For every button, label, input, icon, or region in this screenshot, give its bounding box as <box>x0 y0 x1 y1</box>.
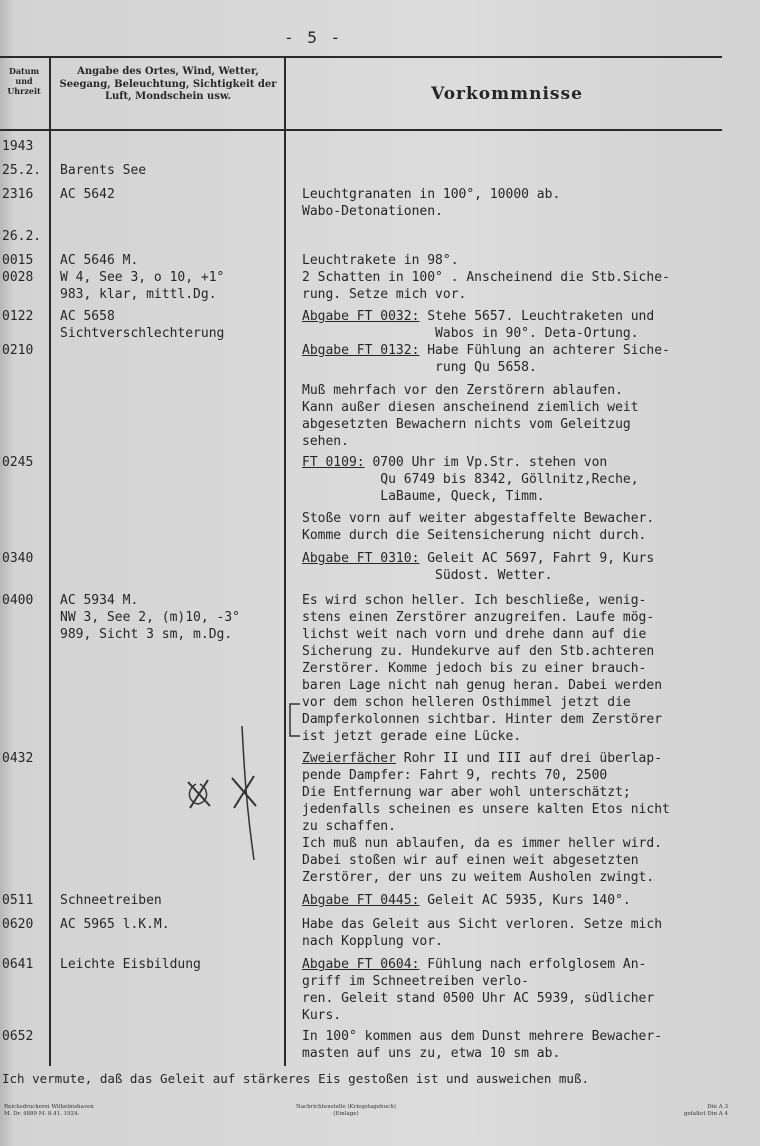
entry-event: Stoße vorn auf weiter abgestaffelte Bewacher. Komme durch die Seitensicherung nicht durch. <box>302 511 655 543</box>
entry-event: Es wird schon heller. Ich beschließe, wenig- stens einen Zerstörer anzugreifen. Laufe mög- lichst weit nach vorn und drehe dann auf die Sicherung zu. Hundekurve auf den Stb.achteren Zerstörer. Komme jedoch bis zu einer brauch- baren Lage nicht nah genug heran. Dabei werden vor dem schon helleren Osthimmel jetzt die Dampferkolonnen sichtbar. Hinter dem Zerstörer ist jetzt gerade eine Lücke. <box>302 593 663 744</box>
entry-place: AC 5965 l.K.M. <box>60 917 170 932</box>
entry-place: AC 5646 M. W 4, See 3, o 10, +1° 983, klar, mittl.Dg. <box>60 253 225 302</box>
entry-event: Leuchtgranaten in 100°, 10000 ab. Wabo-Detonationen. <box>302 187 561 219</box>
entry-label: Abgabe FT 0445: <box>302 893 420 908</box>
entry-event: Geleit AC 5697, Fahrt 9, Kurs Südost. Wetter. <box>427 551 655 583</box>
header-bottom-rule <box>0 129 722 131</box>
entry-time: 26.2. <box>2 229 42 244</box>
footer-form: Nachrichtenstelle (Kriegstagebuch) (Einlage) <box>296 1104 396 1117</box>
entry-event: In 100° kommen aus dem Dunst mehrere Bewacher- masten auf uns zu, etwa 10 sm ab. <box>302 1029 663 1061</box>
entry-time: 0620 <box>2 917 34 932</box>
footer-printer: Reichsdruckerei Wilhelmshaven M. Dr. 4889 M. 8.41. 1924. <box>4 1104 94 1117</box>
page-number: - 5 - <box>284 28 343 47</box>
entry-event-block <box>302 892 631 909</box>
column-divider-place <box>284 56 286 1066</box>
column-divider-date <box>49 56 51 1066</box>
entry-event: Habe Fühlung an achterer Siche- rung Qu 5658. <box>427 343 670 375</box>
entry-time: 25.2. <box>2 163 42 178</box>
entry-time: 1943 <box>2 139 34 154</box>
entry-place: Leichte Eisbildung <box>60 957 201 972</box>
entry-time: 0652 <box>2 1029 34 1044</box>
entry-label: Zweierfächer <box>302 751 396 766</box>
entry-event: Geleit AC 5935, Kurs 140°. <box>419 893 631 908</box>
entry-place: AC 5642 <box>60 187 115 202</box>
entry-place: AC 5934 M. NW 3, See 2, (m)10, -3° 989, Sicht 3 sm, m.Dg. <box>60 593 241 642</box>
entry-time: 0122 <box>2 309 34 324</box>
entry-event-block <box>302 454 639 505</box>
entry-place: Barents See <box>60 163 147 178</box>
entry-time: 0432 <box>2 751 34 766</box>
header-place: Angabe des Ortes, Wind, Wetter, Seegang, Beleuchtung, Sichtigkeit der Luft, Mondschein usw. <box>59 66 277 102</box>
entry-event: Rohr II und III auf drei überlap- pende Dampfer: Fahrt 9, rechts 70, 2500 Die Entfernung war aber wohl unterschätzt; jedenfalls scheinen es unsere kalten Etos nicht zu schaffen. Ich muß nun ablaufen, da es immer heller wird. Dabei stoßen wir auf einen weit abgesetzten Zerstörer, der uns zu weitem Ausholen zwingt. <box>302 751 670 885</box>
entry-event-block <box>302 342 670 376</box>
entry-event: Fühlung nach erfolglosem An- griff im Schneetreiben verlo- ren. Geleit stand 0500 Uhr AC 5939, südlicher Kurs. <box>302 957 655 1023</box>
entry-event: Muß mehrfach vor den Zerstörern ablaufen. Kann außer diesen anscheinend ziemlich weit abgesetzten Bewachern nichts vom Geleitzug sehen. <box>302 383 639 449</box>
handwritten-marks <box>180 724 270 864</box>
footer-size: Din A 3 gefaltet Din A 4 <box>684 1104 728 1117</box>
entry-event: 0700 Uhr im Vp.Str. stehen von Qu 6749 bis 8342, Göllnitz,Reche, LaBaume, Queck, Timm. <box>372 455 639 504</box>
entry-time: 2316 <box>2 187 34 202</box>
entry-label: Abgabe FT 0132: <box>302 343 420 358</box>
entry-label: Abgabe FT 0604: <box>302 957 420 972</box>
header-events: Vorkommnisse <box>431 84 583 104</box>
entry-label: Abgabe FT 0032: <box>302 309 420 324</box>
entry-label: Abgabe FT 0310: <box>302 551 420 566</box>
entry-event-block <box>302 956 654 1024</box>
entry-place: Schneetreiben <box>60 893 162 908</box>
bracket-mark <box>286 702 302 738</box>
entry-event-block <box>302 750 670 886</box>
entry-time: 0210 <box>2 343 34 358</box>
entry-time: 0641 <box>2 957 34 972</box>
entry-event: Leuchtrakete in 98°. 2 Schatten in 100° . Anscheinend die Stb.Siche- rung. Setze mich vor. <box>302 253 670 302</box>
entry-time: 0400 <box>2 593 34 608</box>
entry-event-block <box>302 550 654 584</box>
entry-place: AC 5658 Sichtverschlechterung <box>60 309 225 341</box>
entry-label: FT 0109: <box>302 455 365 470</box>
entry-time: 0015 0028 <box>2 253 34 285</box>
entry-event: Stehe 5657. Leuchtraketen und Wabos in 90°. Deta-Ortung. <box>427 309 655 341</box>
entry-time: 0340 <box>2 551 34 566</box>
entry-event: Habe das Geleit aus Sicht verloren. Setze mich nach Kopplung vor. <box>302 917 663 949</box>
entry-time: 0245 <box>2 455 34 470</box>
closing-line: Ich vermute, daß das Geleit auf stärkeres Eis gestoßen ist und ausweichen muß. <box>2 1071 589 1086</box>
header-top-rule <box>0 56 722 58</box>
header-date: Datum und Uhrzeit <box>7 66 41 96</box>
entry-time: 0511 <box>2 893 34 908</box>
entry-event-block <box>302 308 654 342</box>
